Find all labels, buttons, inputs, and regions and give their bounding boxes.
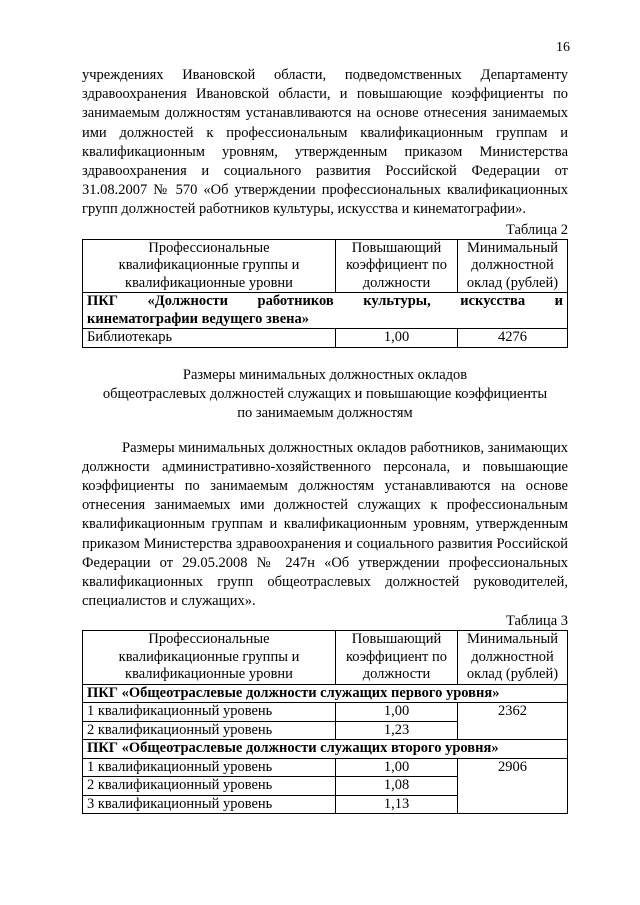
table3-group2-salary: 2906 — [458, 758, 568, 814]
table3-g1-row2-coef: 1,23 — [336, 721, 458, 740]
table2-group-title-line1: ПКГ «Должности работников культуры, искусства и — [87, 293, 563, 310]
table2-header-groups: Профессиональные квалификационные группы и квалификационные уровни — [83, 239, 336, 293]
table3-group1-salary: 2362 — [458, 703, 568, 740]
table2-header-row — [83, 239, 568, 293]
table3-g1-row1-coef: 1,00 — [336, 703, 458, 722]
table3-g1-row1-name: 1 квалификационный уровень — [83, 703, 336, 722]
table3-caption: Таблица 3 — [505, 613, 568, 630]
section-heading — [82, 366, 568, 423]
table2-row-name: Библиотекарь — [83, 329, 336, 348]
table2-group-row — [83, 293, 568, 329]
table3-g2-row3-coef: 1,13 — [336, 795, 458, 814]
table3-g2-row3-name: 3 квалификационный уровень — [83, 795, 336, 814]
table2-row-coef: 1,00 — [336, 329, 458, 348]
table3-group1-row — [83, 684, 568, 703]
table3-g2-row1-name: 1 квалификационный уровень — [83, 758, 336, 777]
table3-group1-title: ПКГ «Общеотраслевые должности служащих первого уровня» — [83, 684, 568, 703]
section-heading-line2: общеотраслевых должностей служащих и повышающие коэффициенты — [102, 385, 548, 402]
table2-caption: Таблица 2 — [505, 221, 568, 238]
table2-group-title-line2: кинематографии ведущего звена» — [87, 310, 309, 327]
table-3 — [82, 630, 568, 814]
table2-header-coef: Повышающий коэффициент по должности — [336, 239, 458, 293]
table-row — [83, 703, 568, 722]
table-row — [83, 329, 568, 348]
table3-group2-row — [83, 740, 568, 759]
table3-g2-row1-coef: 1,00 — [336, 758, 458, 777]
table-2 — [82, 239, 568, 348]
section-heading-line3: по занимаемым должностям — [237, 404, 413, 421]
table3-g1-row2-name: 2 квалификационный уровень — [83, 721, 336, 740]
table2-header-salary: Минимальный должностной оклад (рублей) — [458, 239, 568, 293]
intro-paragraph: учреждениях Ивановской области, подведомственных Департаменту здравоохранения Ивановской области, и повышающие коэффициенты по занимаемым должностям устанавливаются на основе отнесения занимаемых ими должностей к профессиональным квалификационным группам и квалификационным уровням, утвержденным приказом Министерства здравоохранения и социального развития Российской Федерации от 31.08.2007 № 570 «Об утверждении профессиональных квалификационных групп должностей работников культуры, искусства и кинематографии». — [82, 67, 568, 218]
table-row — [83, 758, 568, 777]
section-heading-line1: Размеры минимальных должностных окладов — [182, 366, 468, 383]
table3-header-row — [83, 631, 568, 685]
document-body — [82, 66, 568, 814]
table3-group2-title: ПКГ «Общеотраслевые должности служащих второго уровня» — [83, 740, 568, 759]
table2-row-salary: 4276 — [458, 329, 568, 348]
body-paragraph: Размеры минимальных должностных окладов работников, занимающих должности административно-хозяйственного персонала, и повышающие коэффициенты по занимаемым должностям устанавливаются на основе отнесения занимаемых ими должностей служащих к профессиональным квалификационным группам и квалификационным уровням, утвержденным приказом Министерства здравоохранения и социального развития Российской Федерации от 29.05.2008 № 247н «Об утверждении профессиональных квалификационных групп общеотраслевых должностей руководителей, специалистов и служащих». — [82, 439, 568, 610]
table3-header-groups: Профессиональные квалификационные группы и квалификационные уровни — [83, 631, 336, 685]
table3-header-salary: Минимальный должностной оклад (рублей) — [458, 631, 568, 685]
table3-header-coef: Повышающий коэффициент по должности — [336, 631, 458, 685]
page-number: 16 — [556, 40, 570, 55]
table3-g2-row2-name: 2 квалификационный уровень — [83, 777, 336, 796]
table2-group-title — [83, 293, 568, 329]
table3-g2-row2-coef: 1,08 — [336, 777, 458, 796]
